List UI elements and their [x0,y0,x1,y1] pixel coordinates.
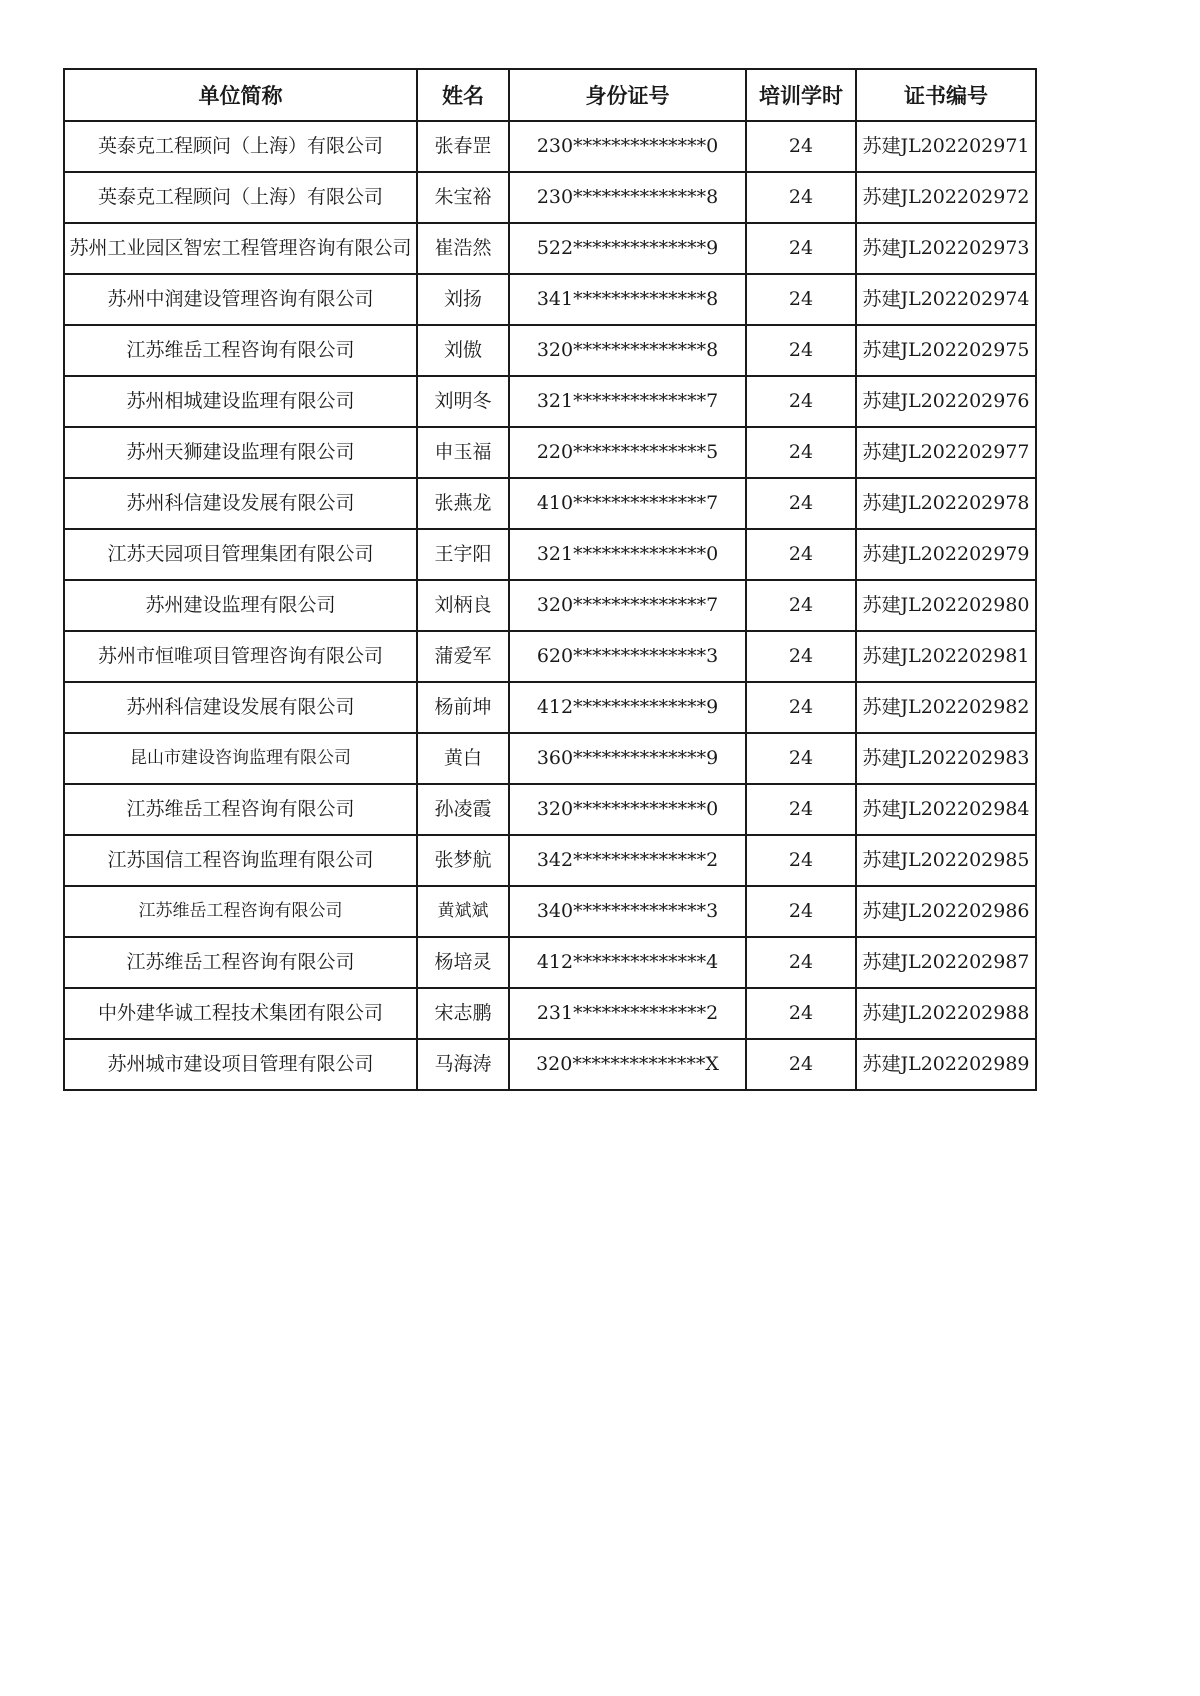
cell-hours: 24 [746,376,856,427]
cell-unit: 苏州中润建设管理咨询有限公司 [64,274,417,325]
cell-id: 412**************9 [509,682,746,733]
cell-hours: 24 [746,1039,856,1090]
cell-name: 张燕龙 [417,478,509,529]
cell-unit: 苏州科信建设发展有限公司 [64,478,417,529]
cell-hours: 24 [746,427,856,478]
cell-unit: 苏州建设监理有限公司 [64,580,417,631]
cell-id: 230**************0 [509,121,746,172]
cell-cert: 苏建JL202202972 [856,172,1036,223]
table-row [64,1039,1036,1090]
table-row [64,835,1036,886]
cell-name: 刘扬 [417,274,509,325]
cell-name: 杨前坤 [417,682,509,733]
cell-id: 320**************0 [509,784,746,835]
table-row [64,733,1036,784]
cell-id: 522**************9 [509,223,746,274]
cell-unit: 苏州市恒唯项目管理咨询有限公司 [64,631,417,682]
cell-cert: 苏建JL202202984 [856,784,1036,835]
cell-hours: 24 [746,988,856,1039]
cell-hours: 24 [746,223,856,274]
cell-name: 黄白 [417,733,509,784]
cell-name: 马海涛 [417,1039,509,1090]
cell-unit: 昆山市建设咨询监理有限公司 [64,733,417,784]
cell-name: 王宇阳 [417,529,509,580]
cell-hours: 24 [746,682,856,733]
cell-name: 张春罡 [417,121,509,172]
table-row [64,988,1036,1039]
cell-name: 孙凌霞 [417,784,509,835]
cell-cert: 苏建JL202202980 [856,580,1036,631]
cell-hours: 24 [746,121,856,172]
table-row [64,223,1036,274]
cell-unit: 英泰克工程顾问（上海）有限公司 [64,121,417,172]
cell-cert: 苏建JL202202973 [856,223,1036,274]
cell-hours: 24 [746,478,856,529]
cell-name: 刘柄良 [417,580,509,631]
cell-name: 杨培灵 [417,937,509,988]
training-records-table [63,68,1037,1091]
header-id: 身份证号 [509,69,746,121]
cell-hours: 24 [746,631,856,682]
cell-hours: 24 [746,529,856,580]
cell-cert: 苏建JL202202976 [856,376,1036,427]
table-row [64,376,1036,427]
cell-hours: 24 [746,733,856,784]
cell-id: 321**************0 [509,529,746,580]
table-row [64,937,1036,988]
cell-unit: 英泰克工程顾问（上海）有限公司 [64,172,417,223]
cell-unit: 江苏天园项目管理集团有限公司 [64,529,417,580]
cell-name: 宋志鹏 [417,988,509,1039]
cell-name: 张梦航 [417,835,509,886]
cell-id: 320**************7 [509,580,746,631]
cell-unit: 江苏国信工程咨询监理有限公司 [64,835,417,886]
cell-hours: 24 [746,580,856,631]
cell-cert: 苏建JL202202986 [856,886,1036,937]
table-row [64,886,1036,937]
table-row [64,580,1036,631]
cell-id: 410**************7 [509,478,746,529]
header-unit: 单位简称 [64,69,417,121]
cell-name: 刘明冬 [417,376,509,427]
cell-id: 321**************7 [509,376,746,427]
cell-cert: 苏建JL202202989 [856,1039,1036,1090]
table-row [64,784,1036,835]
table-row [64,682,1036,733]
cell-cert: 苏建JL202202979 [856,529,1036,580]
cell-name: 朱宝裕 [417,172,509,223]
cell-unit: 中外建华诚工程技术集团有限公司 [64,988,417,1039]
cell-unit: 江苏维岳工程咨询有限公司 [64,886,417,937]
cell-id: 320**************X [509,1039,746,1090]
cell-name: 刘傲 [417,325,509,376]
table-header [64,69,1036,121]
cell-unit: 苏州科信建设发展有限公司 [64,682,417,733]
cell-id: 320**************8 [509,325,746,376]
table-body [64,121,1036,1090]
cell-cert: 苏建JL202202985 [856,835,1036,886]
cell-unit: 苏州工业园区智宏工程管理咨询有限公司 [64,223,417,274]
cell-id: 341**************8 [509,274,746,325]
cell-name: 申玉福 [417,427,509,478]
cell-hours: 24 [746,325,856,376]
cell-hours: 24 [746,886,856,937]
cell-hours: 24 [746,784,856,835]
cell-name: 黄斌斌 [417,886,509,937]
cell-id: 220**************5 [509,427,746,478]
header-cert: 证书编号 [856,69,1036,121]
cell-hours: 24 [746,172,856,223]
cell-cert: 苏建JL202202988 [856,988,1036,1039]
cell-hours: 24 [746,937,856,988]
cell-id: 620**************3 [509,631,746,682]
cell-id: 340**************3 [509,886,746,937]
table-row [64,274,1036,325]
table-row [64,121,1036,172]
table-row [64,478,1036,529]
cell-unit: 江苏维岳工程咨询有限公司 [64,784,417,835]
header-row [64,69,1036,121]
cell-id: 412**************4 [509,937,746,988]
cell-name: 蒲爱军 [417,631,509,682]
header-name: 姓名 [417,69,509,121]
cell-id: 231**************2 [509,988,746,1039]
cell-hours: 24 [746,274,856,325]
cell-id: 230**************8 [509,172,746,223]
header-hours: 培训学时 [746,69,856,121]
cell-unit: 苏州相城建设监理有限公司 [64,376,417,427]
table-row [64,631,1036,682]
table-row [64,325,1036,376]
cell-unit: 江苏维岳工程咨询有限公司 [64,325,417,376]
cell-name: 崔浩然 [417,223,509,274]
table-row [64,172,1036,223]
cell-cert: 苏建JL202202983 [856,733,1036,784]
cell-unit: 苏州城市建设项目管理有限公司 [64,1039,417,1090]
table-row [64,529,1036,580]
cell-id: 342**************2 [509,835,746,886]
cell-cert: 苏建JL202202971 [856,121,1036,172]
table-row [64,427,1036,478]
cell-cert: 苏建JL202202987 [856,937,1036,988]
cell-cert: 苏建JL202202978 [856,478,1036,529]
cell-cert: 苏建JL202202975 [856,325,1036,376]
cell-cert: 苏建JL202202981 [856,631,1036,682]
cell-cert: 苏建JL202202977 [856,427,1036,478]
cell-unit: 江苏维岳工程咨询有限公司 [64,937,417,988]
cell-cert: 苏建JL202202974 [856,274,1036,325]
cell-id: 360**************9 [509,733,746,784]
cell-hours: 24 [746,835,856,886]
cell-cert: 苏建JL202202982 [856,682,1036,733]
cell-unit: 苏州天狮建设监理有限公司 [64,427,417,478]
